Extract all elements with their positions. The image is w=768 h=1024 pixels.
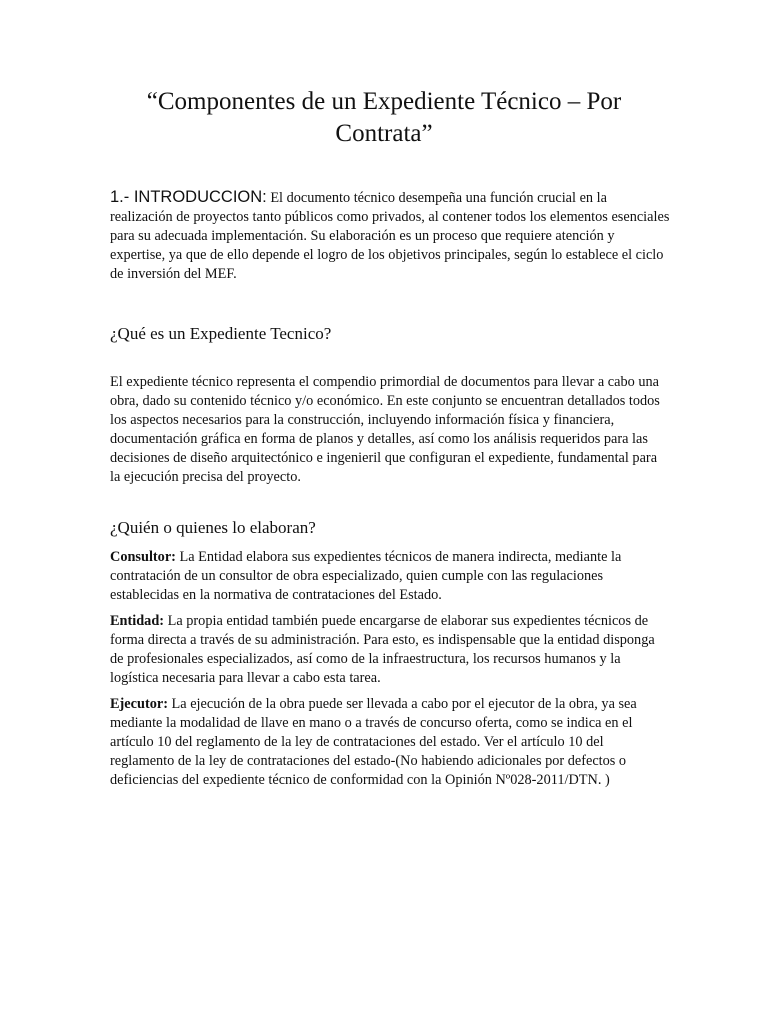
item-text: La Entidad elabora sus expedientes técnicos de manera indirecta, mediante la contratación de un consultor de obra especializado, quien cumple con las regulaciones establecidas en la normativa de contrataciones del Estado. <box>110 549 622 603</box>
item-text: La propia entidad también puede encargarse de elaborar sus expedientes técnicos de forma directa a través de su administración. Para esto, es indispensable que la entidad disponga de profesionales especializados, así como de la infraestructura, los recursos humanos y la logística necesaria para llevar a cabo esta tarea. <box>110 613 655 686</box>
item-text: La ejecución de la obra puede ser llevada a cabo por el ejecutor de la obra, ya sea mediante la modalidad de llave en mano o a través de concurso oferta, como se indica en el artículo 10 del reglamento de la ley de contrataciones del estado. Ver el artículo 10 del reglamento de la ley de contrataciones del estado-(No habiendo adicionales por defectos o deficiencias del expediente técnico de conformidad con la Opinión Nº028-2011/DTN. ) <box>110 696 637 788</box>
document-title: “Componentes de un Expediente Técnico – Por Contrata” <box>146 88 622 147</box>
section-text-que-es: El expediente técnico representa el compendio primordial de documentos para llevar a cabo una obra, dado su contenido técnico y/o económico. En este conjunto se encuentran detallados todos los aspectos necesarios para la construcción, incluyendo información física y financiera, documentación gráfica en forma de planos y detalles, así como los análisis requeridos para las decisiones de diseño arquitectónico e ingenieril que configuran el expediente, fundamental para la ejecución precisa del proyecto. <box>110 374 660 485</box>
item-term: Ejecutor: <box>110 696 168 712</box>
item-term: Entidad: <box>110 613 165 629</box>
item-consultor <box>110 548 670 605</box>
item-term: Consultor: <box>110 549 176 565</box>
intro-paragraph <box>110 188 670 284</box>
item-ejecutor <box>110 695 670 790</box>
section-heading-quien: ¿Quién o quienes lo elaboran? <box>110 518 316 537</box>
section-heading-que-es: ¿Qué es un Expediente Tecnico? <box>110 324 332 343</box>
intro-text: El documento técnico desempeña una función crucial en la realización de proyectos tanto públicos como privados, al contener todos los elementos esenciales para su adecuada implementación. Su elaboración es un proceso que requiere atención y expertise, ya que de ello depende el logro de los objetivos principales, según lo establece el ciclo de inversión del MEF. <box>110 190 670 282</box>
item-entidad <box>110 612 670 688</box>
intro-lead: 1.- INTRODUCCION: <box>110 188 267 206</box>
